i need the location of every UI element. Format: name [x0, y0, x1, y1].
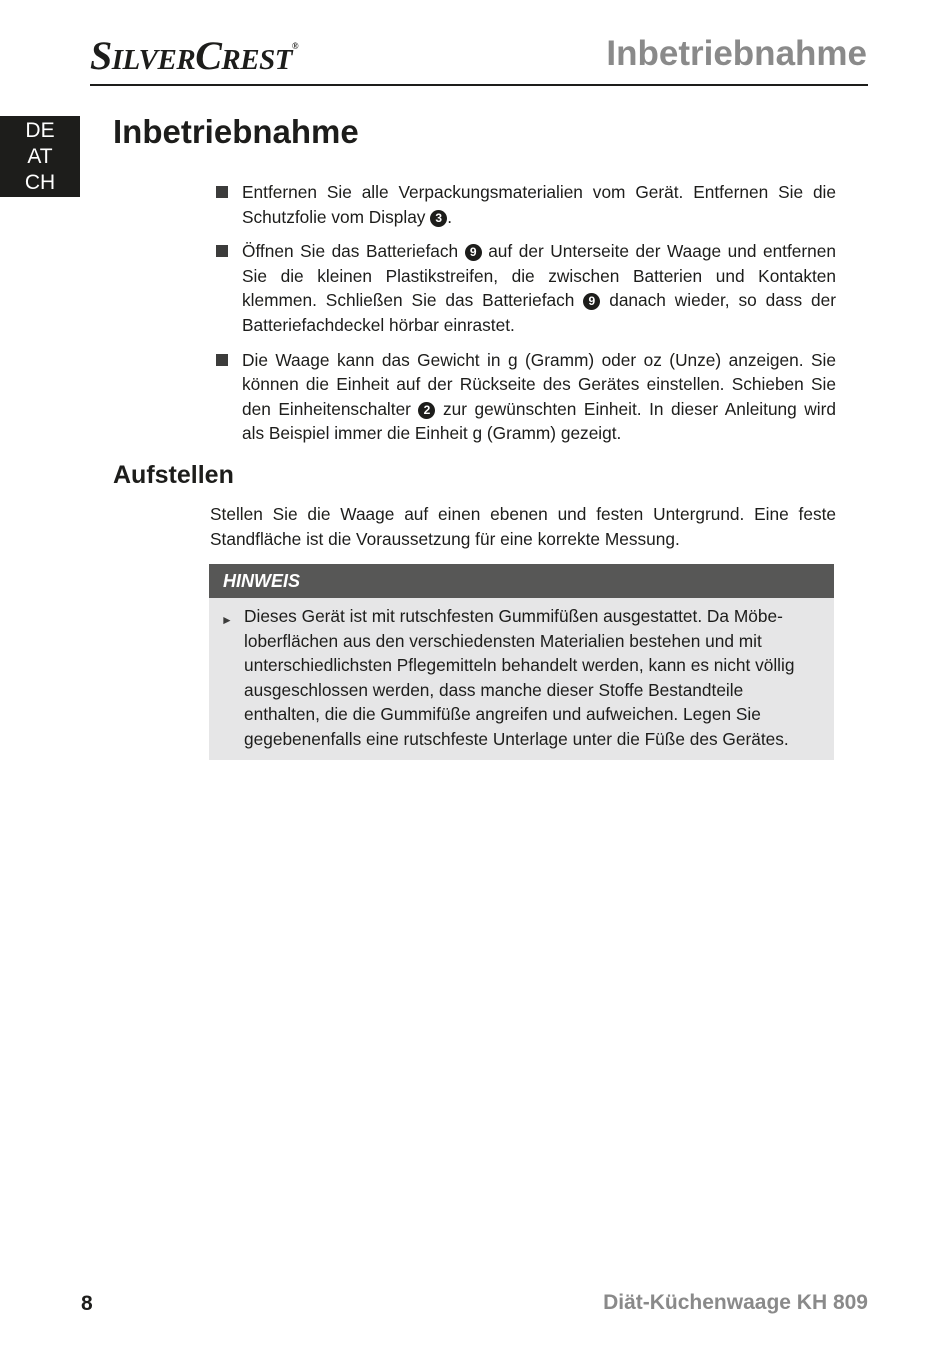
header-divider: [90, 84, 868, 86]
square-bullet-icon: [216, 354, 228, 366]
silvercrest-logo: SILVERCREST®: [90, 33, 299, 78]
page-number: 8: [81, 1292, 93, 1315]
callout-number: 9: [583, 293, 600, 310]
arrow-right-icon: ►: [221, 613, 233, 627]
callout-number: 2: [418, 402, 435, 419]
lang-ch: CH: [24, 171, 56, 194]
list-item: Entfernen Sie alle Verpackungsmaterialien vom Gerät. Entfernen Sie die Schutzfolie vom Display 3 .: [214, 180, 836, 229]
square-bullet-icon: [216, 245, 228, 257]
lang-de: DE: [25, 119, 55, 142]
language-tab: [0, 116, 80, 197]
note-box: [209, 564, 834, 760]
note-text: Dieses Gerät ist mit rutschfesten Gummifüßen ausgestattet. Da Möbeloberflächen aus den verschiedensten Materialien bestehen und mit unterschiedlichsten Pflegemitteln behandelt werden, kann es nicht völlig ausgeschlossen werden, dass manche dieser Stoffe Bestandteile enthalten, die die Gummifüße angreifen und aufweichen. Legen Sie gegebenenfalls eine rutschfeste Unterlage unter die Füße des Gerätes.: [244, 606, 795, 749]
header-title: Inbetriebnahme: [606, 34, 867, 73]
footer-title: Diät-Küchenwaage KH 809: [603, 1291, 868, 1314]
list-item: Die Waage kann das Gewicht in g (Gramm) oder oz (Unze) anzeigen. Sie können die Einheit auf der Rückseite des Gerätes einstellen. Schieben Sie den Einheitenschalter 2 zur gewünschten Einheit. In dieser Anleitung wird als Beispiel immer die Einheit g (Gramm) gezeigt.: [214, 348, 836, 446]
note-body: [209, 598, 834, 760]
callout-number: 9: [465, 244, 482, 261]
note-title: HINWEIS: [209, 564, 834, 598]
list-item: Öffnen Sie das Batteriefach 9 auf der Unterseite der Waage und entfernen Sie die kleinen Plastikstreifen, die zwischen Batterien und Kontakten klemmen. Schließen Sie das Batteriefach 9 danach wieder, so dass der Batteriefachdeckel hörbar einrastet.: [214, 239, 836, 337]
square-bullet-icon: [216, 186, 228, 198]
subsection-heading: Aufstellen: [113, 461, 234, 489]
instruction-list: [214, 180, 836, 456]
section-heading: Inbetriebnahme: [113, 113, 359, 150]
lang-at: AT: [27, 145, 53, 168]
setup-paragraph: Stellen Sie die Waage auf einen ebenen und festen Untergrund. Eine feste Standfläche ist die Voraussetzung für eine korrekte Messung.: [210, 504, 836, 549]
callout-number: 3: [430, 210, 447, 227]
